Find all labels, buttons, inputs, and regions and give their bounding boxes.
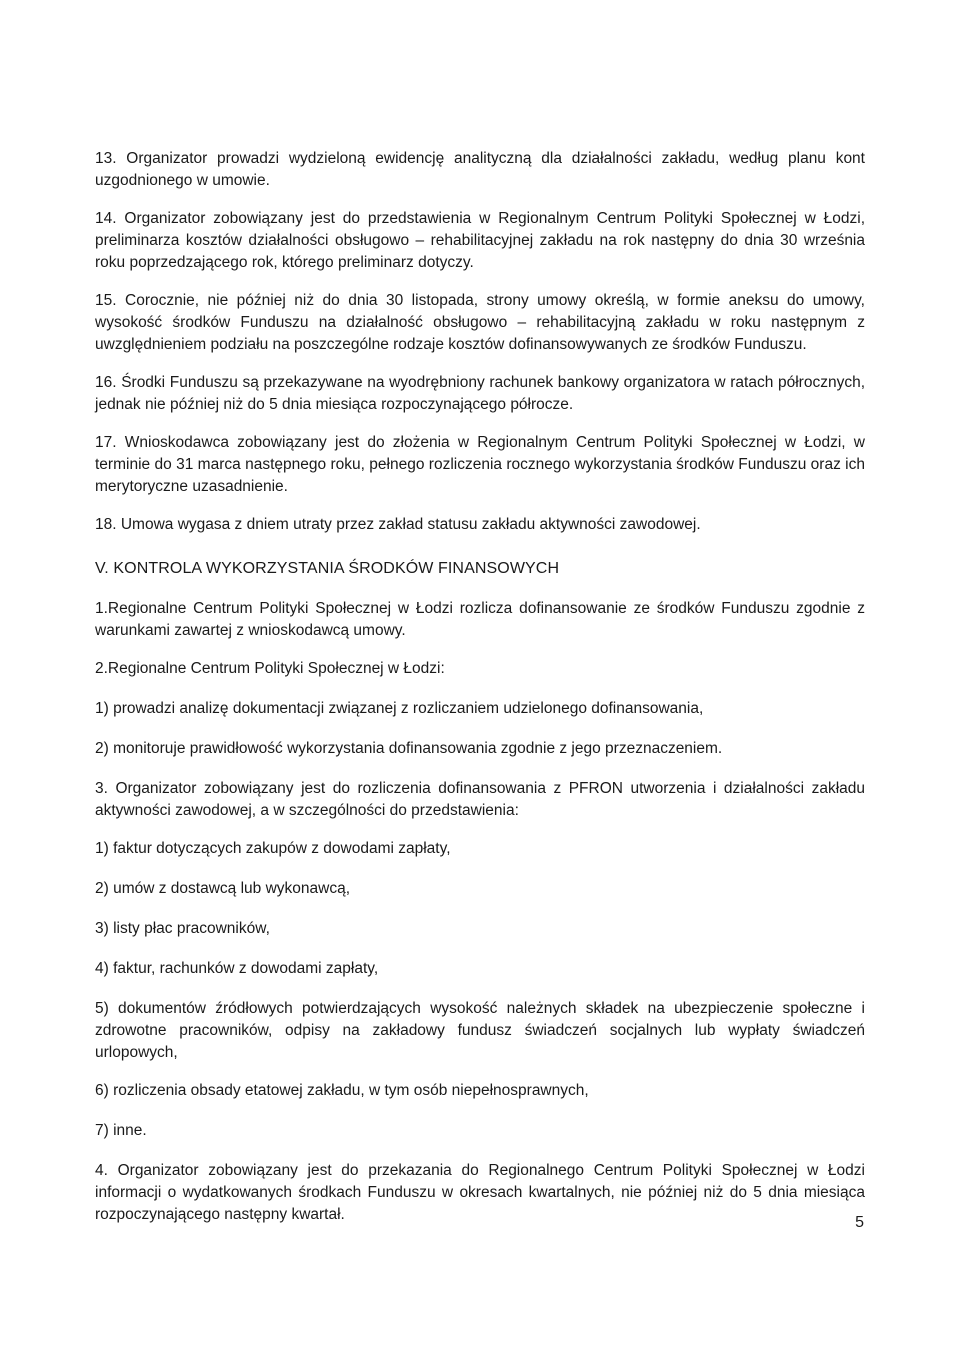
paragraph-17: 17. Wnioskodawca zobowiązany jest do złożenia w Regionalnym Centrum Polityki Społecznej w Łodzi, w terminie do 31 marca następnego roku, pełnego rozliczenia rocznego wykorzystania środków Funduszu oraz ich merytoryczne uzasadnienie. [95, 434, 865, 495]
control-item-2-2: 2) monitoruje prawidłowość wykorzystania dofinansowania zgodnie z jego przeznaczeniem. [95, 740, 723, 757]
paragraph-15: 15. Corocznie, nie później niż do dnia 30 listopada, strony umowy określą, w formie aneksu do umowy, wysokość środków Funduszu na działalność obsługowo – rehabilitacyjną zakładu w roku następnym z uwzględnieniem podziału na poszczególne rodzaje kosztów dofinansowywanych ze środków Funduszu. [95, 292, 865, 353]
paragraph-18: 18. Umowa wygasa z dniem utraty przez zakład statusu zakładu aktywności zawodowej. [95, 516, 701, 533]
paragraph-14: 14. Organizator zobowiązany jest do przedstawienia w Regionalnym Centrum Polityki Społecznej w Łodzi, preliminarza kosztów działalności obsługowo – rehabilitacyjnej zakładu na rok następny do dnia 30 września roku poprzedzającego rok, którego preliminarz dotyczy. [95, 210, 865, 271]
control-item-3-1: 1) faktur dotyczących zakupów z dowodami zapłaty, [95, 840, 451, 857]
control-item-3-5: 5) dokumentów źródłowych potwierdzających wysokość należnych składek na ubezpieczenie społeczne i zdrowotne pracowników, odpisy na zakładowy fundusz świadczeń socjalnych lub wypłaty świadczeń urlopowych, [95, 1000, 865, 1061]
page-number: 5 [855, 1214, 864, 1231]
paragraph-16: 16. Środki Funduszu są przekazywane na wyodrębniony rachunek bankowy organizatora w ratach półrocznych, jednak nie później niż do 5 dnia miesiąca rozpoczynającego półrocze. [95, 374, 865, 413]
control-item-3-4: 4) faktur, rachunków z dowodami zapłaty, [95, 960, 379, 977]
control-item-3-3: 3) listy płac pracowników, [95, 920, 270, 937]
control-item-2-1: 1) prowadzi analizę dokumentacji związanej z rozliczaniem udzielonego dofinansowania, [95, 700, 704, 717]
section-heading: V. KONTROLA WYKORZYSTANIA ŚRODKÓW FINANSOWYCH [95, 560, 560, 577]
control-paragraph-3: 3. Organizator zobowiązany jest do rozliczenia dofinansowania z PFRON utworzenia i działalności zakładu aktywności zawodowej, a w szczególności do przedstawienia: [95, 780, 865, 819]
paragraph-13: 13. Organizator prowadzi wydzieloną ewidencję analityczną dla działalności zakładu, według planu kont uzgodnionego w umowie. [95, 150, 865, 189]
document-page [95, 148, 865, 1242]
control-paragraph-1: 1.Regionalne Centrum Polityki Społecznej w Łodzi rozlicza dofinansowanie ze środków Funduszu zgodnie z warunkami zawartej z wnioskodawcą umowy. [95, 600, 865, 639]
control-item-3-6: 6) rozliczenia obsady etatowej zakładu, w tym osób niepełnosprawnych, [95, 1082, 589, 1099]
control-paragraph-2: 2.Regionalne Centrum Polityki Społecznej w Łodzi: [95, 660, 445, 677]
control-item-3-7: 7) inne. [95, 1122, 147, 1139]
control-paragraph-4: 4. Organizator zobowiązany jest do przekazania do Regionalnego Centrum Polityki Społecznej w Łodzi informacji o wydatkowanych środkach Funduszu w okresach kwartalnych, nie później niż do 5 dnia miesiąca rozpoczynającego następny kwartał. [95, 1162, 865, 1223]
control-item-3-2: 2) umów z dostawcą lub wykonawcą, [95, 880, 351, 897]
